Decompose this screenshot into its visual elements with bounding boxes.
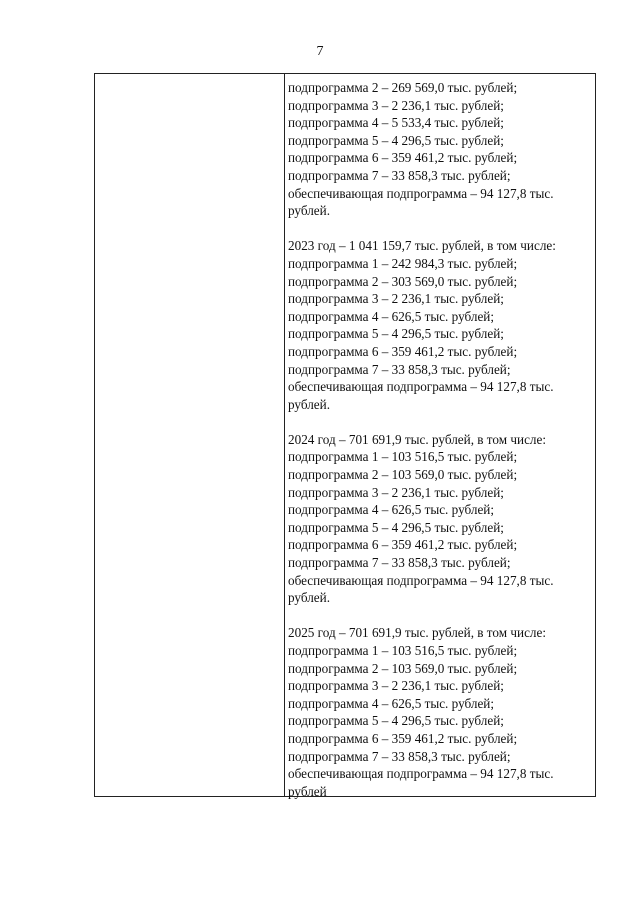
funding-line: подпрограмма 3 – 2 236,1 тыс. рублей; [288, 97, 504, 113]
funding-line: подпрограмма 2 – 103 569,0 тыс. рублей; [288, 467, 518, 483]
funding-line: подпрограмма 1 – 242 984,3 тыс. рублей; [288, 255, 518, 271]
funding-year-block [288, 431, 593, 607]
funding-line: рублей [288, 783, 327, 799]
funding-line: подпрограмма 2 – 103 569,0 тыс. рублей; [288, 660, 518, 676]
funding-line: обеспечивающая подпрограмма – 94 127,8 тыс. [288, 766, 554, 782]
funding-line: обеспечивающая подпрограмма – 94 127,8 тыс. [288, 572, 554, 588]
funding-line: 2023 год – 1 041 159,7 тыс. рублей, в том числе: [288, 238, 556, 254]
funding-line: подпрограмма 6 – 359 461,2 тыс. рублей; [288, 537, 518, 553]
funding-details-cell [288, 79, 593, 818]
funding-line: подпрограмма 5 – 4 296,5 тыс. рублей; [288, 713, 504, 729]
funding-line: подпрограмма 3 – 2 236,1 тыс. рублей; [288, 678, 504, 694]
funding-year-block [288, 624, 593, 800]
funding-line: подпрограмма 2 – 269 569,0 тыс. рублей; [288, 80, 518, 95]
funding-year-block [288, 237, 593, 413]
funding-line: подпрограмма 5 – 4 296,5 тыс. рублей; [288, 132, 504, 148]
funding-line: подпрограмма 1 – 103 516,5 тыс. рублей; [288, 449, 518, 465]
funding-line: рублей. [288, 203, 331, 219]
funding-line: подпрограмма 2 – 303 569,0 тыс. рублей; [288, 273, 518, 289]
funding-line: подпрограмма 4 – 626,5 тыс. рублей; [288, 308, 495, 324]
funding-line: подпрограмма 7 – 33 858,3 тыс. рублей; [288, 555, 511, 571]
funding-line: подпрограмма 4 – 626,5 тыс. рублей; [288, 695, 495, 711]
page-number: 7 [316, 44, 324, 59]
funding-line: подпрограмма 6 – 359 461,2 тыс. рублей; [288, 150, 518, 166]
funding-line: 2025 год – 701 691,9 тыс. рублей, в том числе: [288, 625, 547, 641]
funding-line: подпрограмма 3 – 2 236,1 тыс. рублей; [288, 484, 504, 500]
funding-line: обеспечивающая подпрограмма – 94 127,8 тыс. [288, 185, 554, 201]
funding-line: 2024 год – 701 691,9 тыс. рублей, в том числе: [288, 431, 547, 447]
column-divider [284, 74, 285, 796]
funding-line: подпрограмма 7 – 33 858,3 тыс. рублей; [288, 167, 511, 183]
funding-line: подпрограмма 5 – 4 296,5 тыс. рублей; [288, 326, 504, 342]
funding-line: подпрограмма 6 – 359 461,2 тыс. рублей; [288, 730, 518, 746]
funding-line: подпрограмма 7 – 33 858,3 тыс. рублей; [288, 361, 511, 377]
funding-line: подпрограмма 3 – 2 236,1 тыс. рублей; [288, 291, 504, 307]
funding-line: подпрограмма 6 – 359 461,2 тыс. рублей; [288, 343, 518, 359]
funding-table [94, 73, 596, 797]
funding-line: подпрограмма 4 – 626,5 тыс. рублей; [288, 502, 495, 518]
funding-line: обеспечивающая подпрограмма – 94 127,8 тыс. [288, 379, 554, 395]
funding-line: подпрограмма 4 – 5 533,4 тыс. рублей; [288, 115, 504, 131]
funding-line: рублей. [288, 396, 331, 412]
funding-line: подпрограмма 7 – 33 858,3 тыс. рублей; [288, 748, 511, 764]
funding-line: рублей. [288, 590, 331, 606]
funding-line: подпрограмма 1 – 103 516,5 тыс. рублей; [288, 643, 518, 658]
funding-year-block [288, 79, 593, 220]
funding-line: подпрограмма 5 – 4 296,5 тыс. рублей; [288, 519, 504, 535]
